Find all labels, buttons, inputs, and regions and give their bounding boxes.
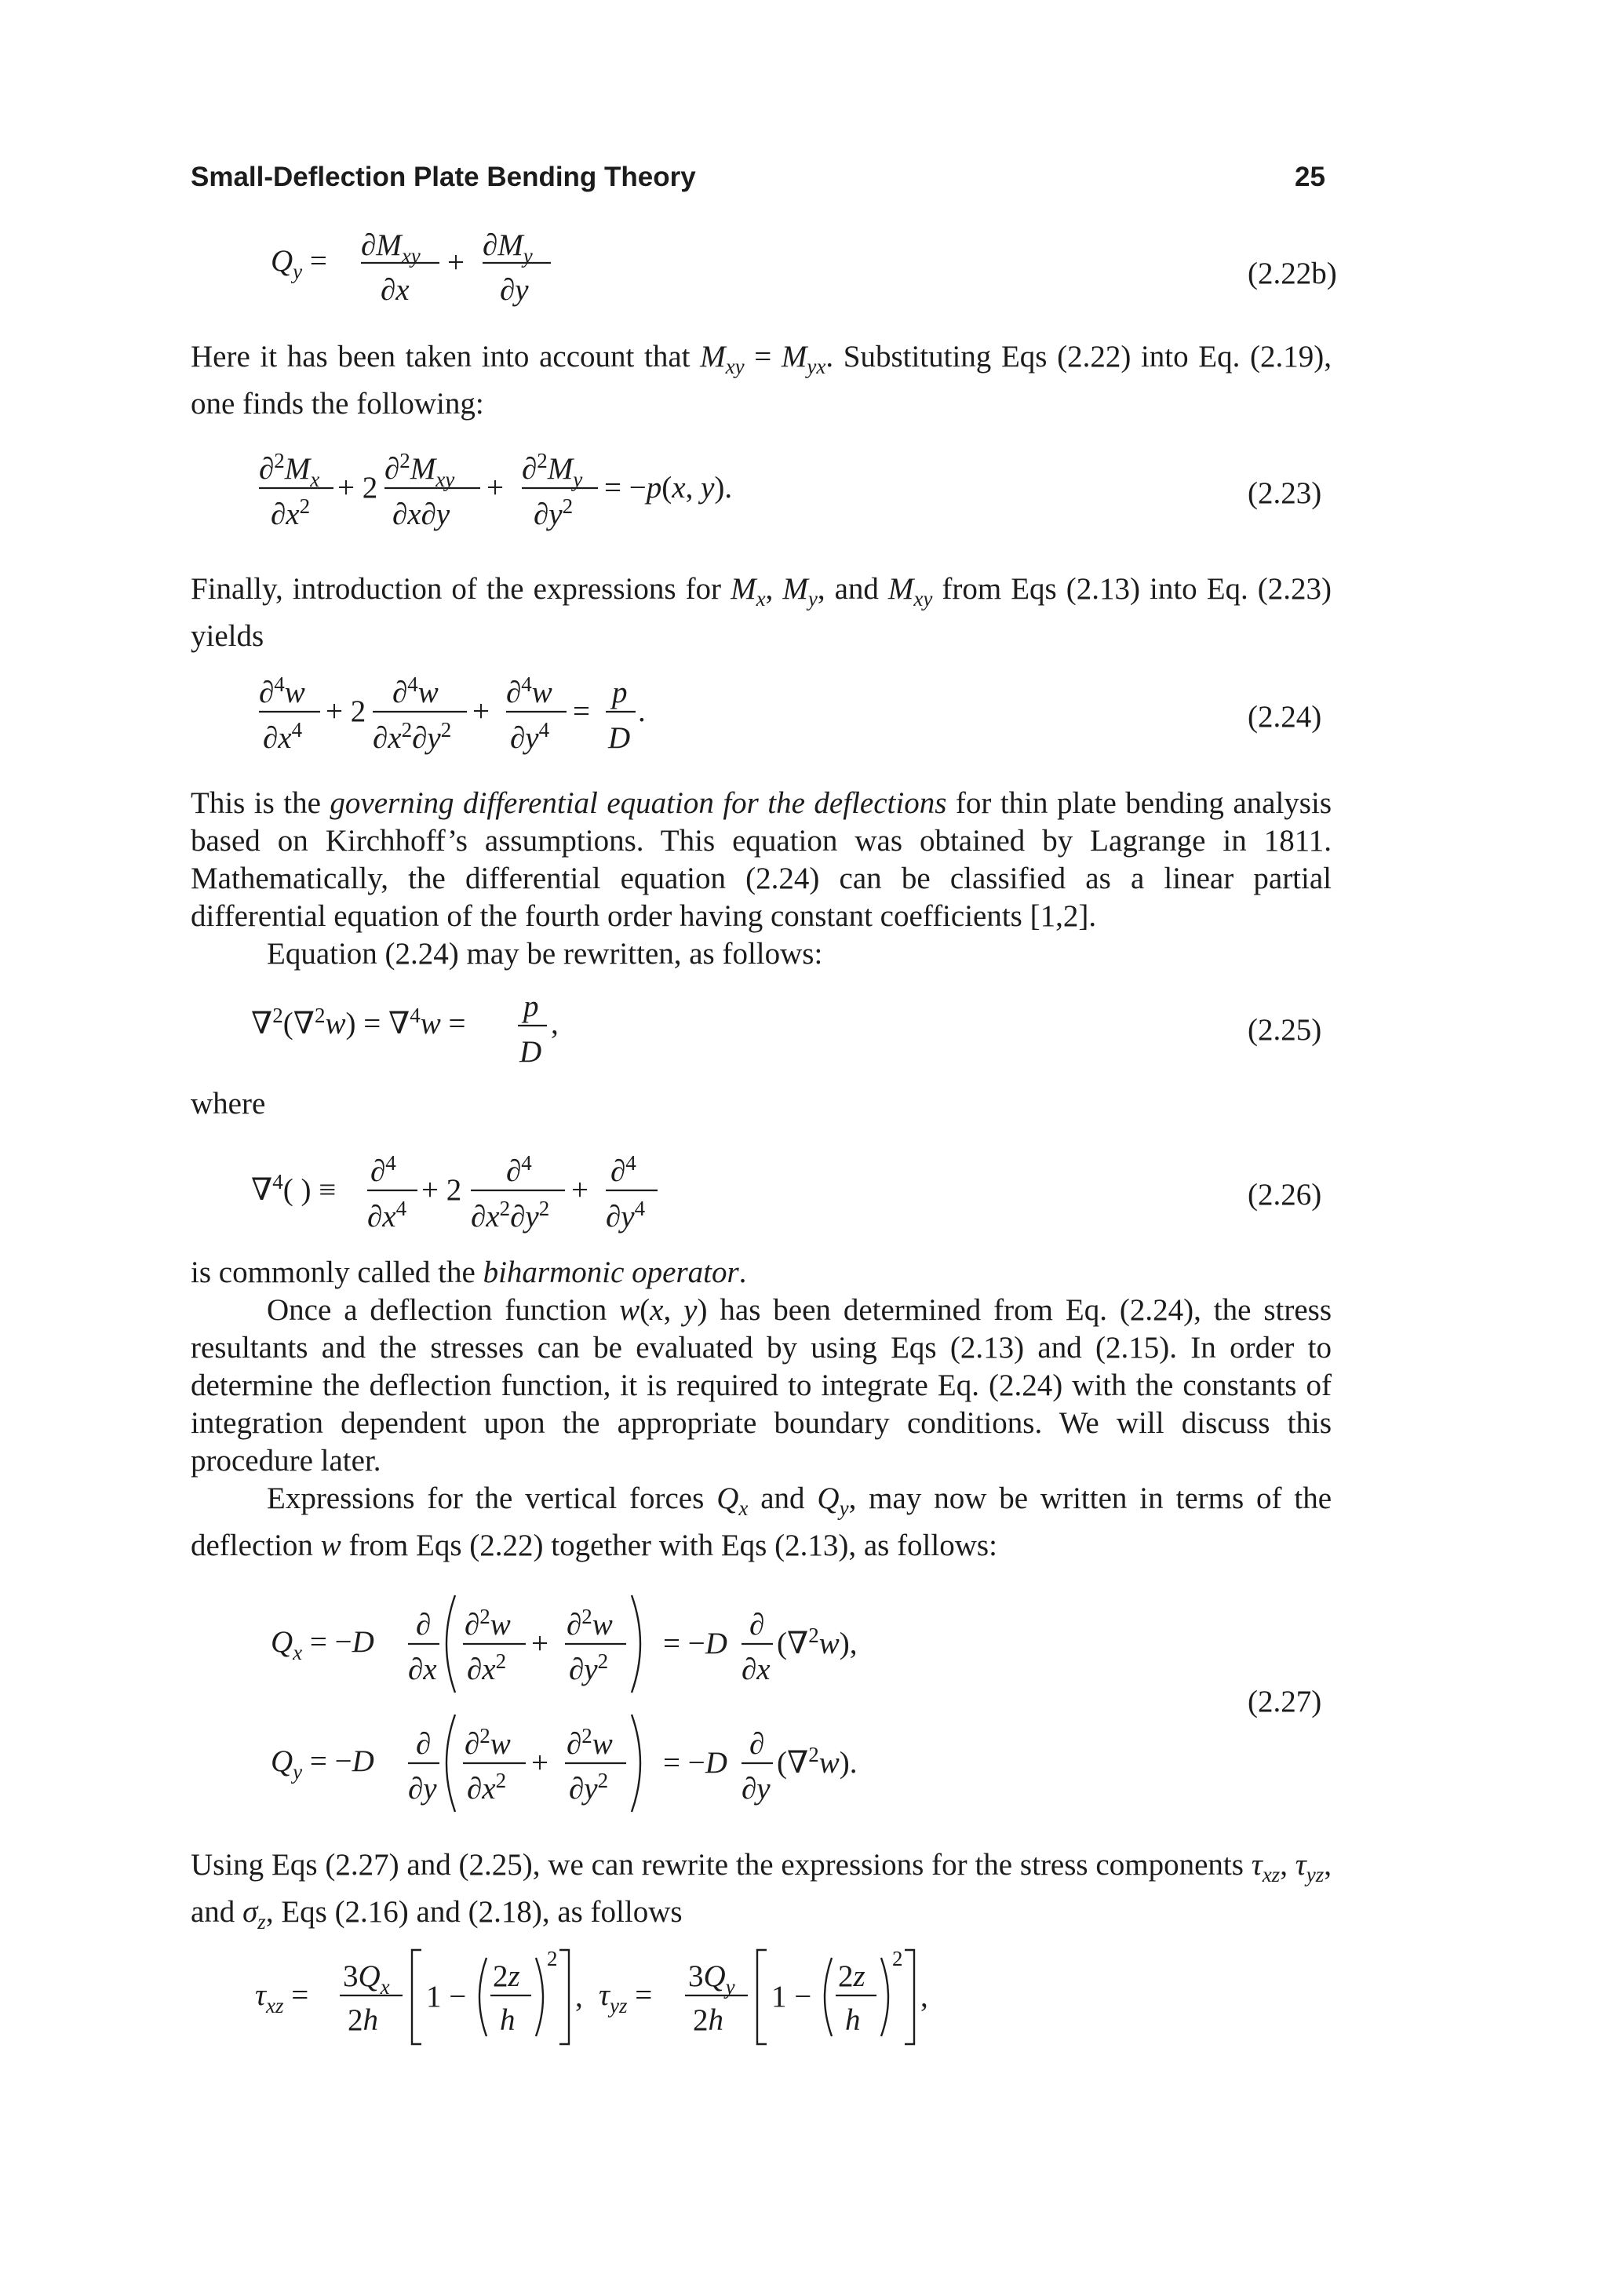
svg-text:2h: 2h [693, 2003, 723, 2037]
equation-2-26 [251, 1150, 722, 1244]
svg-text:(∇2w),: (∇$^2$w), [777, 1624, 858, 1660]
svg-text:p: p [523, 989, 539, 1023]
equation-2-24 [259, 671, 730, 765]
svg-text:∂2w: ∂$^2$w [465, 1605, 511, 1642]
svg-text:(∇2w).: (∇$^2$w). [777, 1743, 858, 1780]
svg-text:∂My: $\partial M_y$ [483, 228, 533, 268]
svg-text:∂: ∂ [416, 1727, 432, 1761]
svg-text:∂y2: $\partial y^2$ [534, 494, 574, 531]
svg-text:= −D: = −D [663, 1746, 727, 1780]
svg-text:∂4w: ∂$^4$w [506, 672, 552, 709]
svg-text:+: + [486, 471, 504, 505]
svg-text:∂4: ∂$^4$ [506, 1151, 532, 1188]
svg-text:+: + [472, 694, 490, 728]
svg-text:∇4( ) ≡: ∇$^4$( ) ≡ [251, 1170, 337, 1207]
svg-text:∂4: ∂$^4$ [370, 1151, 396, 1188]
paragraph: This is the governing differential equation for the deflections for thin plate bending analysis based on Kirchhoff’s assumptions. This equation was obtained by Lagrange in 1811. Mathematically, the differential equation (2.24) can be classified as a linear partial differential equation of the fourth order having constant coefficients [1,2]. [191, 786, 1332, 933]
paragraph: where [191, 1087, 266, 1121]
svg-text:+: + [447, 246, 465, 279]
svg-text:τyz =: $\tau_{yz}$ = [599, 1978, 653, 2017]
svg-text:2h: 2h [348, 2003, 378, 2037]
svg-text:D: D [608, 721, 631, 755]
svg-text:∂x4: $\partial x^4$ [263, 718, 303, 755]
svg-text:,: , [551, 1007, 559, 1040]
svg-text:Qx = −D: $Q_x = -D$ [271, 1625, 374, 1664]
svg-text:∂y: ∂y [742, 1772, 771, 1806]
svg-text:∂x: ∂x [381, 273, 410, 307]
svg-text:1 −: 1 − [426, 1980, 467, 2014]
svg-text:∂x2∂y2: $\partial x^2\partial y^2$ [373, 718, 452, 755]
svg-text:=: = [573, 694, 590, 728]
paragraph: Expressions for the vertical forces $Q_x$ and $Q_y$, may now be written in terms of the deflection w from Eqs (2.22) together with Eqs (2.13), as follows: [191, 1481, 1332, 1562]
svg-text:D: D [519, 1035, 542, 1069]
equation-number: (2.26) [1248, 1178, 1322, 1212]
svg-text:∂y: ∂y [408, 1772, 437, 1806]
svg-text:∂x2: $\partial x^2$ [467, 1769, 507, 1806]
svg-text:∂: ∂ [416, 1608, 432, 1642]
svg-text:= −D: = −D [663, 1627, 727, 1660]
svg-text:∂y2: $\partial y^2$ [569, 1769, 609, 1806]
stress-components-equation [255, 1942, 961, 2060]
svg-text:+ 2: + 2 [337, 471, 378, 505]
equation-number: (2.25) [1248, 1013, 1322, 1047]
paragraph: Equation (2.24) may be rewritten, as follows: [267, 937, 823, 971]
paragraph: is commonly called the biharmonic operator. [191, 1256, 747, 1289]
svg-text:3Qy: $3Q_y$ [688, 1959, 735, 1999]
paragraph: Finally, introduction of the expressions for $M_x$, $M_y$, and $M_{xy}$ from Eqs (2.13) into Eq. (2.23) yields [191, 572, 1332, 653]
equation-number: (2.22b) [1248, 257, 1337, 290]
svg-text:Qy =: $Q_y$ = [271, 244, 327, 283]
svg-text:∂: ∂ [749, 1727, 765, 1761]
svg-text:∂4w: ∂$^4$w [259, 672, 305, 709]
svg-text:∂2w: ∂$^2$w [567, 1605, 613, 1642]
svg-text:2z: 2z [493, 1959, 520, 1993]
svg-text:∂y: ∂y [500, 273, 529, 307]
equation-number: (2.23) [1248, 476, 1322, 510]
svg-text:1 −: 1 − [771, 1980, 812, 2014]
svg-text:∂x2∂y2: $\partial x^2\partial y^2$ [471, 1197, 550, 1234]
equation-2-23 [259, 447, 808, 541]
svg-text:h: h [845, 2003, 861, 2037]
svg-text:+: + [531, 1746, 548, 1780]
svg-text:∂y4: $\partial y^4$ [510, 718, 550, 755]
svg-text:p: p [612, 676, 628, 709]
svg-text:2: 2 [547, 1947, 558, 1970]
svg-text:h: h [500, 2003, 516, 2037]
svg-text:∂y4: $\partial y^4$ [606, 1197, 646, 1234]
svg-text:∂2My: $\partial^2M_y$ [522, 449, 583, 491]
svg-text:3Qx: $3Q_x$ [343, 1959, 390, 1999]
equation-2-27 [267, 1589, 895, 1817]
svg-text:∂2w: ∂$^2$w [465, 1724, 511, 1761]
svg-text:Qy = −D: $Q_y = -D$ [271, 1744, 374, 1784]
svg-text:,: , [920, 1980, 928, 2014]
svg-text:∂4: ∂$^4$ [610, 1151, 636, 1188]
svg-text:∂x2: $\partial x^2$ [467, 1649, 507, 1686]
page-number: 25 [1295, 162, 1325, 192]
svg-text:+: + [531, 1627, 548, 1660]
paragraph: Once a deflection function w(x, y) has been determined from Eq. (2.24), the stress resultants and the stresses can be evaluated by using Eqs (2.13) and (2.15). In order to determine the deflection function, it is required to integrate Eq. (2.24) with the constants of integration dependent upon the appropriate boundary conditions. We will discuss this procedure later. [191, 1293, 1332, 1478]
equation-number: (2.27) [1248, 1685, 1322, 1718]
svg-text:∇2(∇2w) = ∇4w =: ∇$^2$(∇$^2$w) = ∇$^4$w = [251, 1004, 466, 1040]
svg-text:∂x: ∂x [742, 1653, 771, 1686]
svg-text:= −p(x, y).: = −p(x, y). [604, 471, 733, 505]
svg-text:∂4w: ∂$^4$w [392, 672, 439, 709]
equation-2-25 [251, 985, 643, 1079]
svg-text:∂x∂y: ∂x∂y [392, 497, 450, 531]
svg-text:∂Mxy: $\partial M_{xy}$ [361, 228, 421, 268]
svg-text:+ 2: + 2 [421, 1173, 462, 1207]
svg-text:∂2w: ∂$^2$w [567, 1724, 613, 1761]
svg-text:+ 2: + 2 [326, 694, 366, 728]
svg-text:τxz =: $\tau_{xz}$ = [255, 1978, 309, 2017]
svg-text:∂x2: $\partial x^2$ [271, 494, 311, 531]
svg-text:∂2Mxy: $\partial^2M_{xy}$ [384, 449, 455, 491]
running-title: Small-Deflection Plate Bending Theory [191, 162, 696, 192]
svg-text:2: 2 [892, 1947, 903, 1970]
svg-text:∂2Mx: $\partial^2M_x$ [259, 449, 320, 491]
svg-text:.: . [638, 694, 646, 728]
equation-number: (2.24) [1248, 700, 1322, 734]
svg-text:∂x4: $\partial x^4$ [367, 1197, 407, 1234]
equation-2-22b [259, 224, 573, 318]
svg-text:∂x: ∂x [408, 1653, 437, 1686]
paragraph: Using Eqs (2.27) and (2.25), we can rewrite the expressions for the stress components $\tau_{xz}$, $\tau_{yz}$, and $\sigma_z$, Eqs (2.16) and (2.18), as follows [191, 1848, 1332, 1933]
svg-text:∂: ∂ [749, 1608, 765, 1642]
svg-text:∂y2: $\partial y^2$ [569, 1649, 609, 1686]
svg-text:2z: 2z [838, 1959, 865, 1993]
svg-text:,: , [575, 1980, 583, 2014]
svg-text:+: + [571, 1173, 589, 1207]
paragraph: Here it has been taken into account that $M_{xy} = M_{yx}$. Substituting Eqs (2.22) into Eq. (2.19), one finds the following: [191, 340, 1332, 421]
